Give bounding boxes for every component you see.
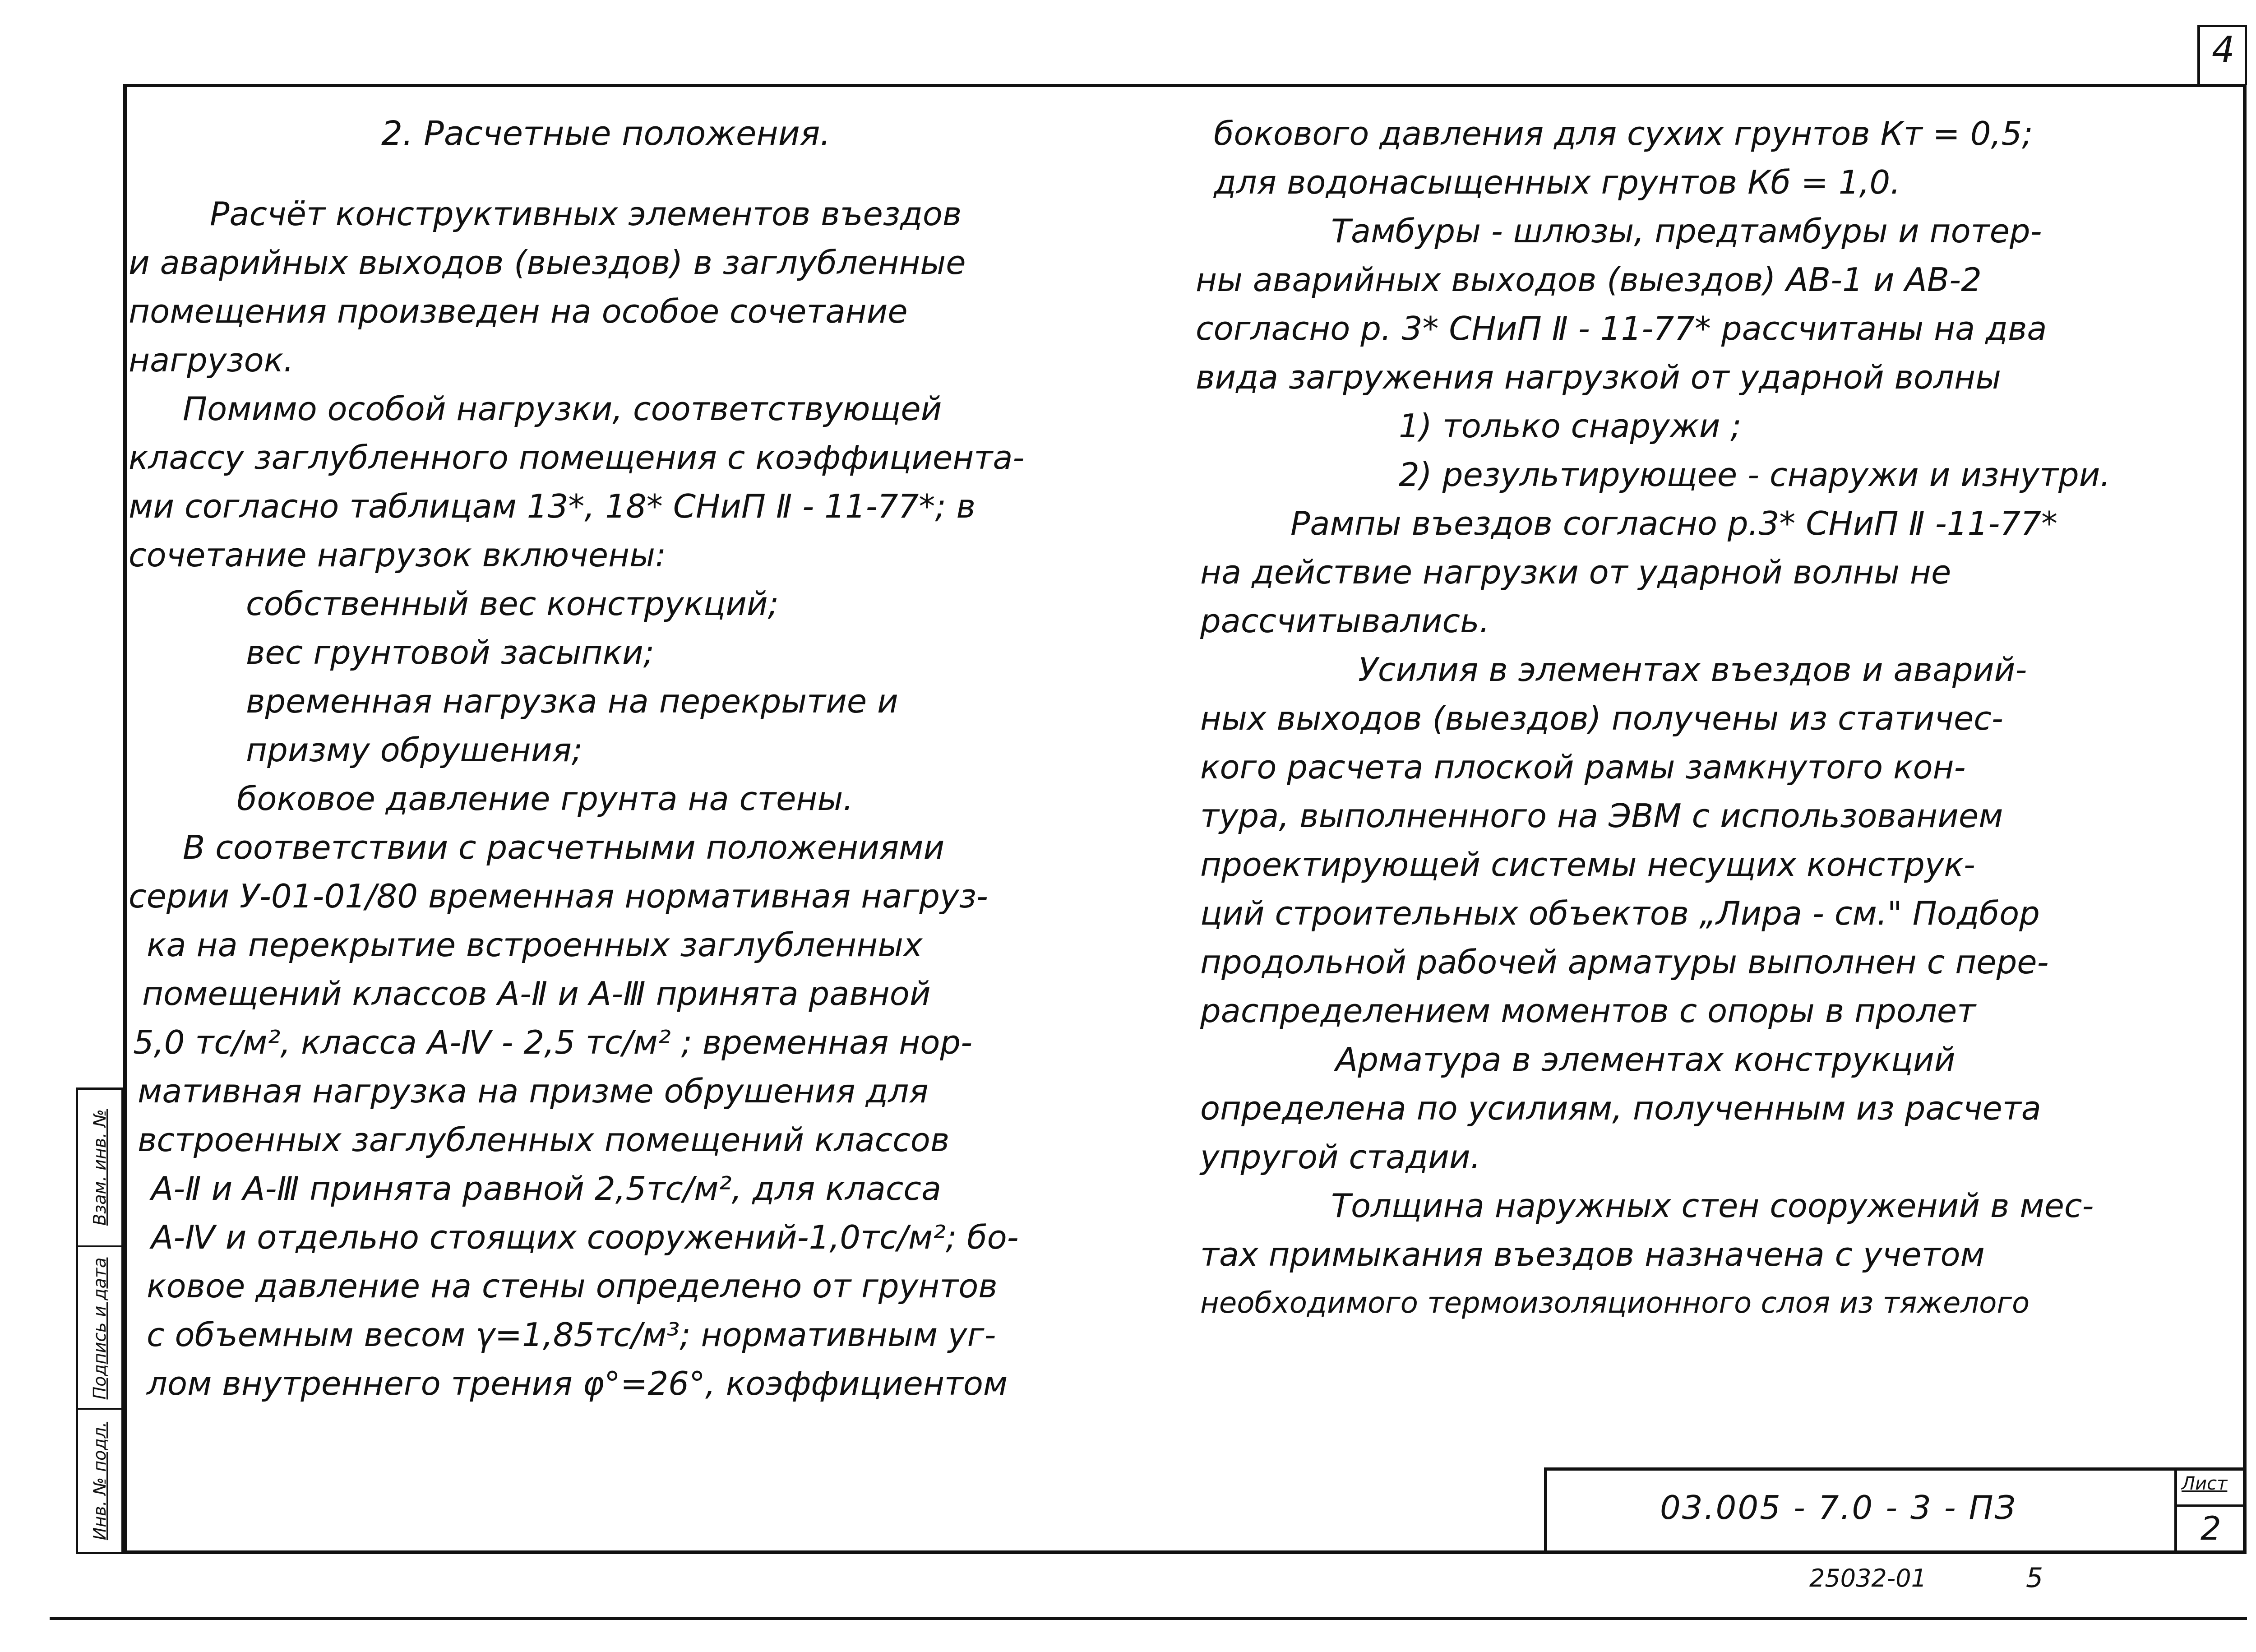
text-line: упругой стадии. [1200,1138,1481,1176]
text-line: Рампы въездов согласно р.3* СНиП Ⅱ -11-77* [1290,504,2057,542]
sheet-number: 2 [2201,1509,2221,1547]
text-line: тура, выполненного на ЭВМ с использованием [1200,797,2003,835]
sheet-divider [2177,1504,2247,1507]
text-line: кого расчета плоской рамы замкнутого кон- [1200,748,1966,786]
list-item: призму обрушения; [246,731,583,769]
archive-code: 25032-01 [1809,1564,1927,1592]
text-line: тах примыкания въездов назначена с учетом [1200,1236,1985,1273]
text-line: серии У-01-01/80 временная нормативная нагруз- [129,877,988,915]
text-line: ковое давление на стены определено от грунтов [147,1267,998,1305]
text-line: А-Ⅳ и отдельно стоящих сооружений-1,0тс/м²; бо- [151,1218,1019,1256]
stamp-cell-signature [78,1245,121,1408]
text-line: и аварийных выходов (выездов) в заглубленные [129,244,966,282]
stamp-inventory-label: Инв. № подл. [90,1421,110,1541]
text-line: сочетание нагрузок включены: [129,536,666,574]
stamp-replacement-label: Взам. инв. № [90,1109,110,1226]
text-line: бокового давления для сухих грунтов Кт = 0,5; [1214,115,2033,153]
stamp-cell-replacement [78,1090,121,1245]
text-line: вида загружения нагрузкой от ударной волны [1196,358,2001,396]
text-line: помещения произведен на особое сочетание [129,292,908,330]
text-line: 5,0 тс/м², класса А-Ⅳ - 2,5 тс/м² ; временная нор- [133,1023,973,1061]
text-line: встроенных заглубленных помещений классов [138,1121,950,1159]
page-corner-box [2197,25,2247,85]
text-line: Расчёт конструктивных элементов въездов [210,195,962,233]
text-line: Помимо особой нагрузки, соответствующей [183,390,942,428]
text-line: с объемным весом γ=1,85тс/м³; нормативным уг- [147,1316,996,1354]
bottom-separator [50,1617,2247,1620]
text-line: ны аварийных выходов (выездов) АВ-1 и АВ-2 [1196,261,1982,299]
section-heading: 2. Расчетные положения. [381,114,831,153]
text-line: распределением моментов с опоры в пролет [1200,992,1976,1030]
text-line: помещений классов А-Ⅱ и А-Ⅲ принята равной [142,975,931,1013]
text-line: ми согласно таблицам 13*, 18* СНиП Ⅱ - 11-77*; в [129,487,975,525]
text-line: проектирующей системы несущих конструк- [1200,846,1975,884]
list-item: временная нагрузка на перекрытие и [246,682,898,720]
text-line: Арматура в элементах конструкций [1336,1041,1956,1078]
text-line: ций строительных объектов „Лира - см." Подбор [1200,894,2040,932]
text-line: Тамбуры - шлюзы, предтамбуры и потер- [1331,212,2042,250]
text-line: А-Ⅱ и А-Ⅲ принята равной 2,5тс/м², для класса [151,1170,942,1208]
list-item: вес грунтовой засыпки; [246,634,655,671]
text-line: Усилия в элементах въездов и аварий- [1358,651,2027,689]
list-item: 2) результирующее - снаружи и изнутри. [1399,456,2111,494]
text-line: нагрузок. [129,341,294,379]
text-line: для водонасыщенных грунтов Кб = 1,0. [1214,163,1901,201]
text-line: мативная нагрузка на призме обрушения для [138,1072,929,1110]
text-line: согласно р. 3* СНиП Ⅱ - 11-77* рассчитаны на два [1196,310,2047,347]
margin-stamp [76,1087,124,1554]
list-item: 1) только снаружи ; [1399,407,1742,445]
stamp-signature-label: Подпись и дата [90,1257,110,1400]
title-block [1544,1467,2247,1554]
page-corner-number: 4 [2212,29,2235,71]
text-line: рассчитывались. [1200,602,1490,640]
text-line: классу заглубленного помещения с коэффициента- [129,439,1025,477]
document-code: 03.005 - 7.0 - 3 - ПЗ [1660,1489,2017,1527]
text-line: определена по усилиям, полученным из расчета [1200,1089,2041,1127]
list-item: собственный вес конструкций; [246,585,779,623]
sheet-cell [2174,1471,2247,1554]
sheet-label: Лист [2182,1473,2228,1494]
text-line: Толщина наружных стен сооружений в мес- [1331,1187,2094,1225]
archive-page-number: 5 [2026,1562,2043,1594]
text-line: ных выходов (выездов) получены из статичес- [1200,699,2003,737]
text-line: на действие нагрузки от ударной волны не [1200,553,1951,591]
text-line: ка на перекрытие встроенных заглубленных [147,926,923,964]
list-item: боковое давление грунта на стены. [237,780,854,818]
text-line: продольной рабочей арматуры выполнен с пере- [1200,943,2049,981]
text-line: лом внутреннего трения φ°=26°, коэффициентом [147,1365,1008,1402]
text-line: необходимого термоизоляционного слоя из тяжелого [1200,1286,2030,1320]
stamp-cell-inventory [78,1408,121,1552]
text-line: В соответствии с расчетными положениями [183,828,945,866]
